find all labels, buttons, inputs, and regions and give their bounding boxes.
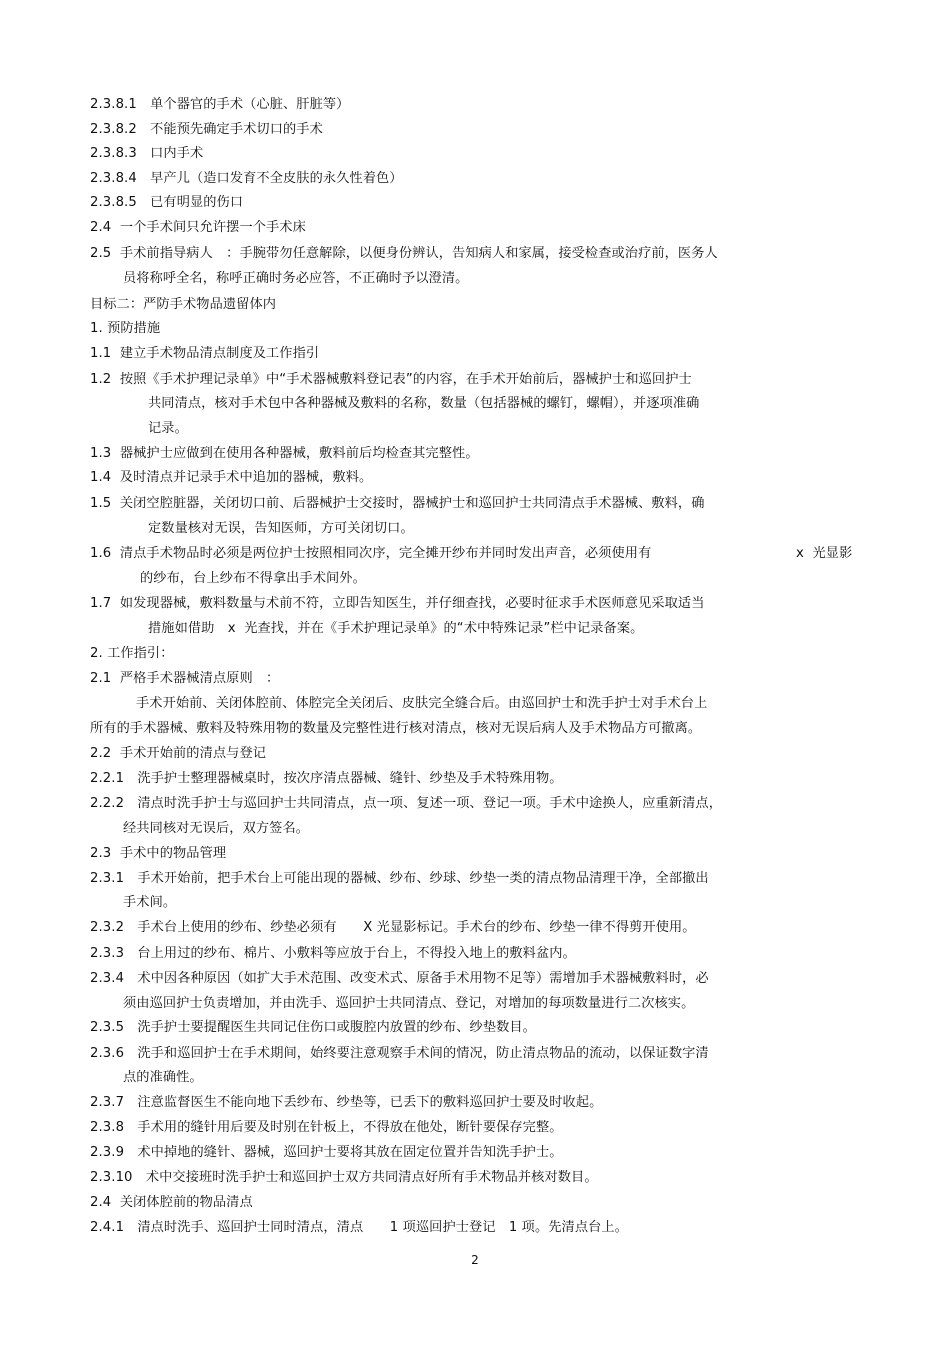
text-line: 共同清点，核对手术包中各种器械及敷料的名称，数量（包括器械的螺钉，螺帽），并逐项准确	[148, 396, 700, 411]
page-number: 2	[471, 1253, 479, 1267]
text-line: 2.3.7 注意监督医生不能向地下丢纱布、纱垫等，已丢下的敷料巡回护士要及时收起。	[90, 1095, 603, 1110]
text-line: 1.6 清点手术物品时必须是两位护士按照相同次序，完全摊开纱布并同时发出声音，必须使用有	[90, 546, 652, 561]
text-line: 2.5 手术前指导病人 ：手腕带勿任意解除，以便身份辨认，告知病人和家属，接受检查或治疗前，医务人	[90, 246, 718, 261]
text-line: 2.3.4 术中因各种原因（如扩大手术范围、改变术式、原备手术用物不足等）需增加手术器械敷料时，必	[90, 971, 709, 986]
text-line: 1.4 及时清点并记录手术中追加的器械，敷料。	[90, 470, 373, 485]
text-line: 措施如借助 x 光查找，并在《手术护理记录单》的“术中特殊记录”栏中记录备案。	[148, 621, 644, 636]
text-line: 1.5 关闭空腔脏器，关闭切口前、后器械护士交接时，器械护士和巡回护士共同清点手术器械、敷料，确	[90, 496, 705, 511]
text-line: 2.3.6 洗手和巡回护士在手术期间，始终要注意观察手术间的情况，防止清点物品的流动，以保证数字清	[90, 1046, 709, 1061]
text-line: 2.1 严格手术器械清点原则 ：	[90, 671, 280, 686]
text-line: 2.3.2 手术台上使用的纱布、纱垫必须有 X 光显影标记。手术台的纱布、纱垫一律不得剪开使用。	[90, 920, 696, 935]
section-heading: 目标二：严防手术物品遗留体内	[90, 297, 277, 312]
text-line: 的纱布，台上纱布不得拿出手术间外。	[140, 571, 366, 586]
text-line: 2.4.1 清点时洗手、巡回护士同时清点，清点 1 项巡回护士登记 1 项。先清点台上。	[90, 1220, 628, 1235]
text-line: 所有的手术器械、敷料及特殊用物的数量及完整性进行核对清点，核对无误后病人及手术物品方可撤离。	[90, 721, 702, 736]
text-line: 员将称呼全名，称呼正确时务必应答，不正确时予以澄清。	[123, 271, 469, 286]
text-line: 2.2 手术开始前的清点与登记	[90, 746, 267, 761]
text-line: 1.7 如发现器械，敷料数量与术前不符，立即告知医生，并仔细查找，必要时征求手术医师意见采取适当	[90, 596, 705, 611]
section-heading: 2. 工作指引：	[90, 646, 174, 661]
text-line: 2.2.2 清点时洗手护士与巡回护士共同清点，点一项、复述一项、登记一项。手术中途换人，应重新清点，	[90, 796, 722, 811]
text-line: 2.3.8.5 已有明显的伤口	[90, 195, 244, 210]
section-heading: 1. 预防措施	[90, 321, 161, 336]
text-line: 2.3.1 手术开始前，把手术台上可能出现的器械、纱布、纱球、纱垫一类的清点物品清理干净，全部撤出	[90, 871, 709, 886]
text-line: 2.3.8.3 口内手术	[90, 146, 204, 161]
text-line: 1.1 建立手术物品清点制度及工作指引	[90, 346, 320, 361]
text-line: 2.3.8.2 不能预先确定手术切口的手术	[90, 122, 323, 137]
text-line: 2.3.8.4 早产儿（造口发育不全皮肤的永久性着色）	[90, 171, 403, 186]
text-line: 手术开始前、关闭体腔前、体腔完全关闭后、皮肤完全缝合后。由巡回护士和洗手护士对手术台上	[136, 696, 708, 711]
text-line: 须由巡回护士负责增加，并由洗手、巡回护士共同清点、登记，对增加的每项数量进行二次核实。	[123, 996, 695, 1011]
text-line: 点的准确性。	[123, 1070, 203, 1085]
text-line: 2.3 手术中的物品管理	[90, 846, 227, 861]
text-line: 2.4 一个手术间只允许摆一个手术床	[90, 220, 306, 235]
text-line: 定数量核对无误，告知医师，方可关闭切口。	[148, 521, 414, 536]
text-line: 1.2 按照《手术护理记录单》中“手术器械敷料登记表”的内容，在手术开始前后，器械护士和巡回护士	[90, 372, 692, 387]
text-line: 2.4 关闭体腔前的物品清点	[90, 1195, 253, 1210]
text-line: 2.3.3 台上用过的纱布、棉片、小敷料等应放于台上，不得投入地上的敷料盆内。	[90, 946, 576, 961]
text-line: x 光显影	[796, 546, 853, 561]
text-line: 2.2.1 洗手护士整理器械桌时，按次序清点器械、缝针、纱垫及手术特殊用物。	[90, 771, 563, 786]
text-line: 2.3.8.1 单个器官的手术（心脏、肝脏等）	[90, 97, 350, 112]
text-line: 记录。	[148, 421, 188, 436]
text-line: 2.3.10 术中交接班时洗手护士和巡回护士双方共同清点好所有手术物品并核对数目。	[90, 1170, 598, 1185]
text-line: 2.3.8 手术用的缝针用后要及时别在针板上，不得放在他处，断针要保存完整。	[90, 1120, 563, 1135]
text-line: 经共同核对无误后，双方签名。	[123, 821, 310, 836]
text-line: 1.3 器械护士应做到在使用各种器械，敷料前后均检查其完整性。	[90, 446, 479, 461]
text-line: 手术间。	[123, 895, 177, 910]
text-line: 2.3.9 术中掉地的缝针、器械，巡回护士要将其放在固定位置并告知洗手护士。	[90, 1145, 563, 1160]
text-line: 2.3.5 洗手护士要提醒医生共同记住伤口或腹腔内放置的纱布、纱垫数目。	[90, 1020, 536, 1035]
